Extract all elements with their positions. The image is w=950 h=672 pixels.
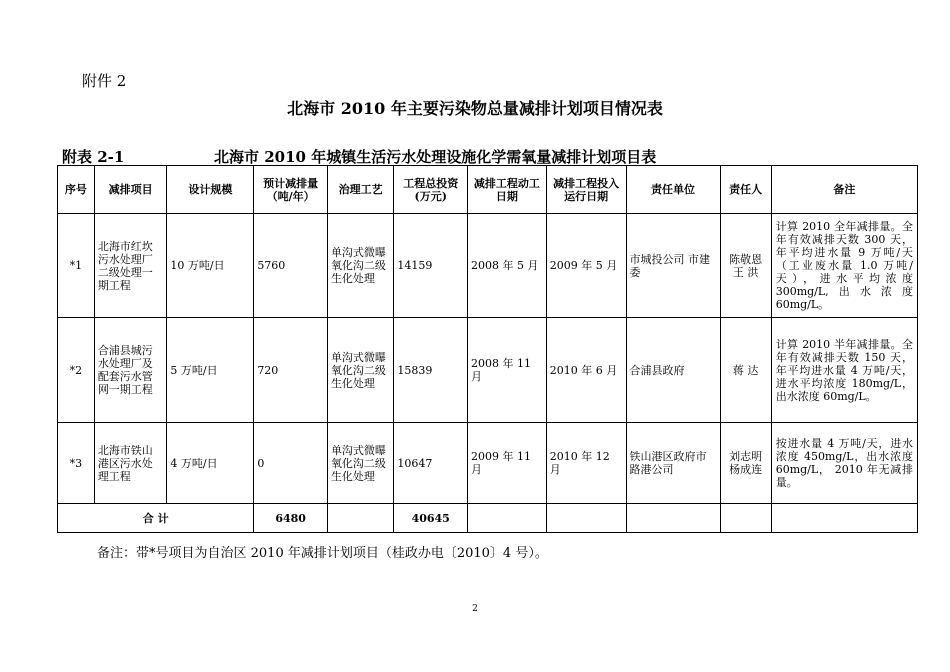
cell-operation-date: 2010 年 12 月 bbox=[546, 423, 626, 504]
total-empty-cell bbox=[720, 504, 771, 533]
header-note: 备注 bbox=[771, 166, 917, 214]
header-scale: 设计规模 bbox=[167, 166, 254, 214]
cell-person: 陈敬恩 王 洪 bbox=[720, 214, 771, 318]
header-no: 序号 bbox=[58, 166, 95, 214]
table-row bbox=[58, 214, 918, 318]
cell-operation-date: 2009 年 5 月 bbox=[546, 214, 626, 318]
cell-start-date: 2008 年 5 月 bbox=[468, 214, 547, 318]
cell-reduction: 5760 bbox=[254, 214, 328, 318]
cell-process: 单沟式微曝氧化沟二级生化处理 bbox=[327, 214, 393, 318]
cell-scale: 4 万吨/日 bbox=[167, 423, 254, 504]
cell-unit: 铁山港区政府市路港公司 bbox=[626, 423, 720, 504]
cell-scale: 5 万吨/日 bbox=[167, 318, 254, 423]
cell-person: 蒋 达 bbox=[720, 318, 771, 423]
cell-operation-date: 2010 年 6 月 bbox=[546, 318, 626, 423]
total-empty-cell bbox=[771, 504, 917, 533]
cell-unit: 市城投公司 市建委 bbox=[626, 214, 720, 318]
header-unit: 责任单位 bbox=[626, 166, 720, 214]
cell-project: 北海市红坎污水处理厂二级处理一期工程 bbox=[94, 214, 167, 318]
cell-no: *2 bbox=[58, 318, 95, 423]
subtable-title: 北海市 2010 年城镇生活污水处理设施化学需氧量减排计划项目表 bbox=[214, 148, 657, 166]
cell-reduction: 0 bbox=[254, 423, 328, 504]
cell-note: 按进水量 4 万吨/天，进水浓度 450mg/L，出水浓度 60mg/L， 2010 年无减排量。 bbox=[771, 423, 917, 504]
table-header-row bbox=[58, 166, 918, 214]
total-empty-cell bbox=[327, 504, 393, 533]
subtable-number: 附表 2-1 bbox=[62, 148, 125, 166]
total-row bbox=[58, 504, 918, 533]
cell-process: 单沟式微曝氧化沟二级生化处理 bbox=[327, 318, 393, 423]
total-investment: 40645 bbox=[394, 504, 468, 533]
attachment-label: 附件 2 bbox=[82, 72, 127, 90]
cell-reduction: 720 bbox=[254, 318, 328, 423]
header-start-date: 减排工程动工日期 bbox=[468, 166, 547, 214]
reduction-project-table bbox=[57, 165, 918, 533]
cell-investment: 15839 bbox=[394, 318, 468, 423]
header-operation-date: 减排工程投入运行日期 bbox=[546, 166, 626, 214]
main-title: 北海市 2010 年主要污染物总量减排计划项目情况表 bbox=[287, 99, 663, 118]
cell-investment: 14159 bbox=[394, 214, 468, 318]
total-label: 合 计 bbox=[58, 504, 254, 533]
total-empty-cell bbox=[468, 504, 547, 533]
total-reduction: 6480 bbox=[254, 504, 328, 533]
header-reduction: 预计减排量（吨/年） bbox=[254, 166, 328, 214]
cell-person: 刘志明 杨成连 bbox=[720, 423, 771, 504]
table-row bbox=[58, 423, 918, 504]
cell-no: *3 bbox=[58, 423, 95, 504]
cell-process: 单沟式微曝氧化沟二级生化处理 bbox=[327, 423, 393, 504]
cell-start-date: 2008 年 11 月 bbox=[468, 318, 547, 423]
total-empty-cell bbox=[626, 504, 720, 533]
page-number: 2 bbox=[472, 604, 478, 614]
cell-investment: 10647 bbox=[394, 423, 468, 504]
cell-note: 计算 2010 半年减排量。全年有效减排天数 150 天，年平均进水量 4 万吨/天，进水平均浓度 180mg/L，出水浓度 60mg/L。 bbox=[771, 318, 917, 423]
cell-unit: 合浦县政府 bbox=[626, 318, 720, 423]
remark-note: 备注：带*号项目为自治区 2010 年减排计划项目（桂政办电〔2010〕4 号）。 bbox=[97, 546, 548, 561]
cell-project: 北海市铁山港区污水处理工程 bbox=[94, 423, 167, 504]
cell-start-date: 2009 年 11 月 bbox=[468, 423, 547, 504]
cell-no: *1 bbox=[58, 214, 95, 318]
header-project: 减排项目 bbox=[94, 166, 167, 214]
header-person: 责任人 bbox=[720, 166, 771, 214]
cell-scale: 10 万吨/日 bbox=[167, 214, 254, 318]
total-empty-cell bbox=[546, 504, 626, 533]
cell-project: 合浦县城污水处理厂及配套污水管网一期工程 bbox=[94, 318, 167, 423]
header-process: 治理工艺 bbox=[327, 166, 393, 214]
cell-note: 计算 2010 全年减排量。全年有效减排天数 300 天，年平均进水量 9 万吨/天（工业废水量 1.0 万吨/天），进水平均浓度 300mg/L,出水浓度 60mg/L。 bbox=[771, 214, 917, 318]
table-row bbox=[58, 318, 918, 423]
header-investment: 工程总投资(万元) bbox=[394, 166, 468, 214]
